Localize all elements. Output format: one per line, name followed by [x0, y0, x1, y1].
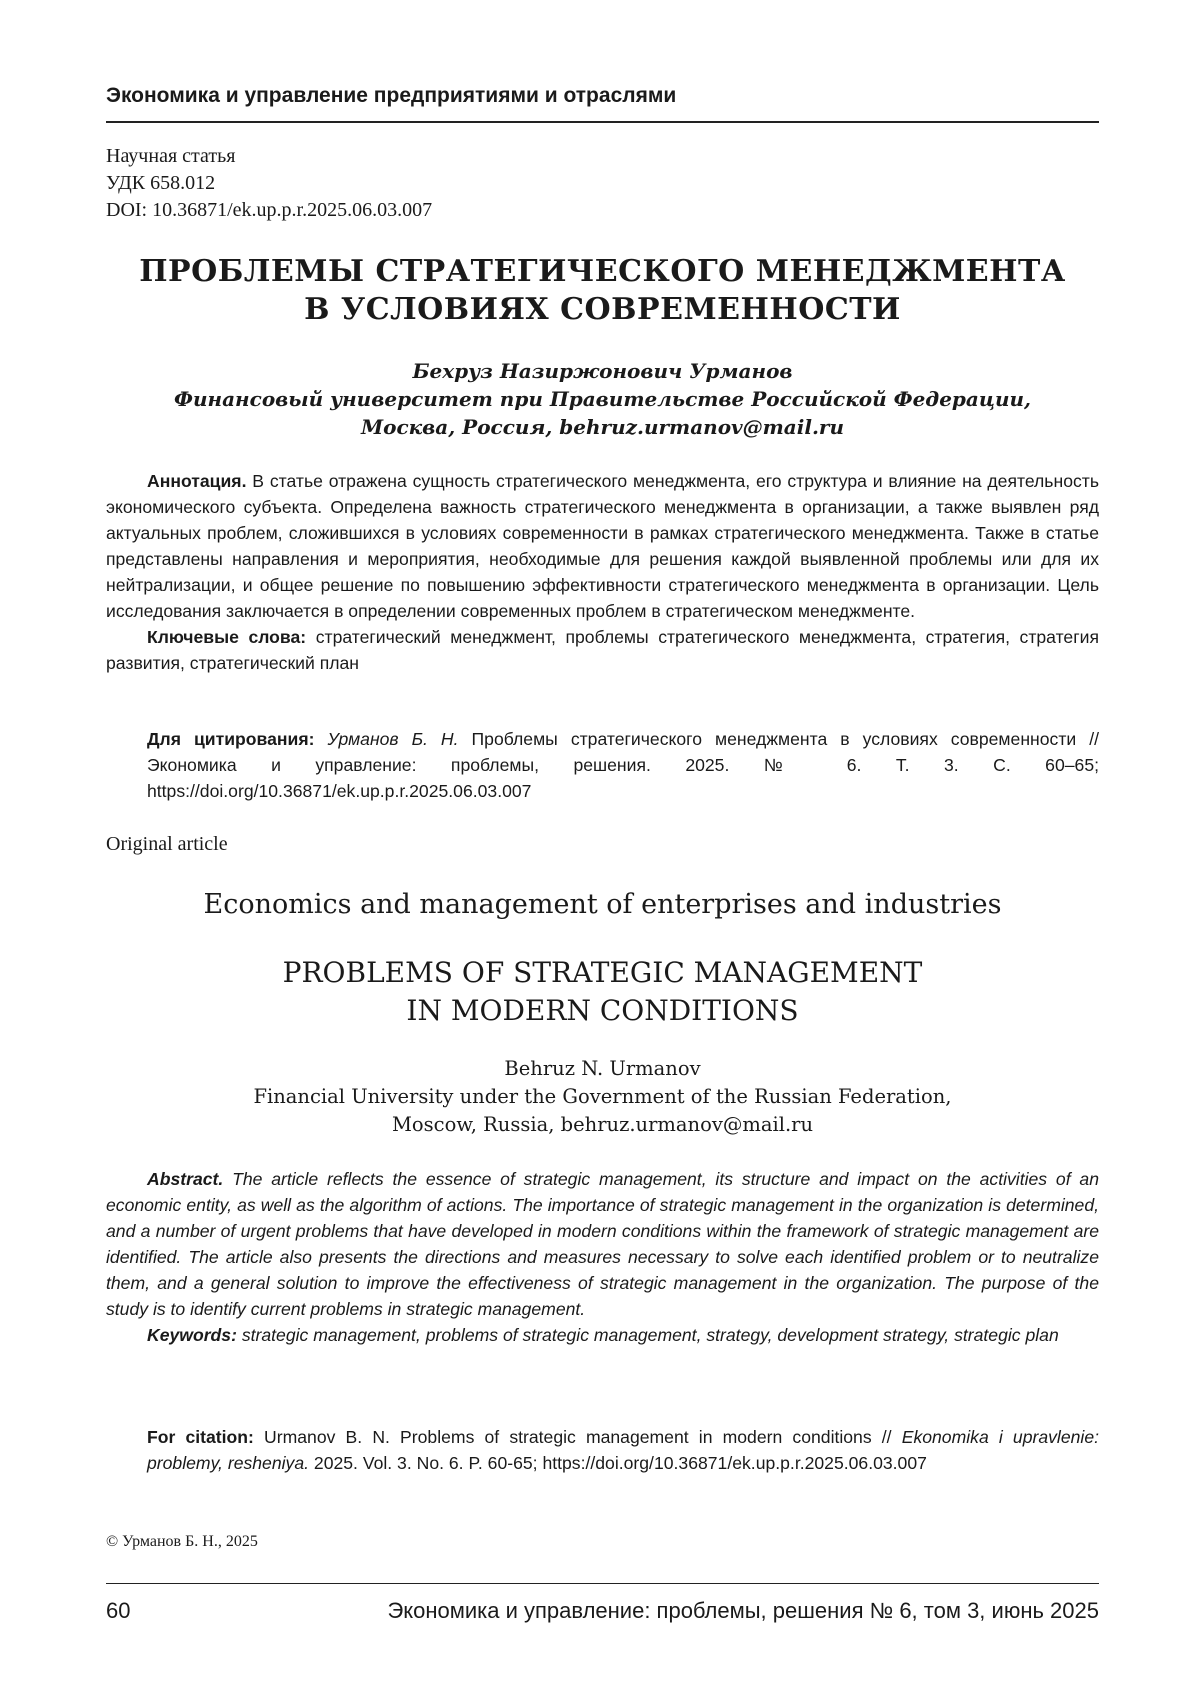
page-number: 60: [106, 1598, 131, 1623]
en-citation: [106, 1424, 1099, 1476]
ru-title: [106, 253, 1099, 329]
copyright: © Урманов Б. Н., 2025: [106, 1533, 258, 1550]
ru-title-line-2: В УСЛОВИЯХ СОВРЕМЕННОСТИ: [304, 292, 901, 327]
article-meta: [106, 143, 432, 224]
en-abstract-block: [106, 1166, 1099, 1348]
en-author-block: [106, 1055, 1099, 1139]
en-author-name: Behruz N. Urmanov: [504, 1057, 701, 1080]
running-head: Экономика и управление предприятиями и отраслями: [106, 84, 677, 107]
footer-rule: [106, 1583, 1099, 1584]
en-title: [106, 954, 1099, 1030]
ru-author-block: [106, 357, 1099, 441]
udc-code: УДК 658.012: [106, 172, 216, 194]
ru-keywords: [106, 624, 1099, 676]
en-abstract-text: The article reflects the essence of strategic management, its structure and impact on the activities of an economic entity, as well as the algorithm of actions. The importance of strategic management in the organization is determined, and a number of urgent problems that have developed in modern conditions within the framework of strategic management are identified. The article also presents the directions and measures necessary to solve each identified problem or to neutralize them, and a general solution to improve the effectiveness of strategic management in the organization. The purpose of the study is to identify current problems in strategic management.: [106, 1169, 1099, 1319]
en-rubric: Economics and management of enterprises and industries: [203, 889, 1002, 920]
ru-author-name: Бехруз Назиржонович Урманов: [412, 359, 793, 383]
en-citation-label: For citation:: [147, 1427, 254, 1447]
en-abstract-label: Abstract.: [147, 1169, 224, 1189]
en-title-line-1: PROBLEMS OF STRATEGIC MANAGEMENT: [282, 956, 923, 989]
ru-citation-author: Урманов Б. Н.: [314, 729, 459, 749]
en-citation-text-2: 2025. Vol. 3. No. 6. P. 60-65; https://doi.org/10.36871/ek.up.p.r.2025.06.03.007: [309, 1453, 927, 1473]
ru-location-email: Москва, Россия, behruz.urmanov@mail.ru: [360, 415, 845, 439]
en-title-line-2: IN MODERN CONDITIONS: [406, 994, 799, 1027]
en-abstract: [106, 1166, 1099, 1322]
en-keywords-text: strategic management, problems of strategic management, strategy, development strategy, strategic plan: [236, 1325, 1059, 1345]
ru-citation: [106, 726, 1099, 804]
ru-keywords-text: стратегический менеджмент, проблемы стратегического менеджмента, стратегия, стратегия развития, стратегический план: [106, 627, 1099, 673]
ru-annotation: [106, 468, 1099, 624]
ru-citation-label: Для цитирования:: [147, 729, 315, 749]
ru-keywords-label: Ключевые слова:: [147, 627, 307, 647]
ru-annotation-block: [106, 468, 1099, 676]
en-citation-journal: Ekonomika i upravlenie: problemy, resheniya.: [147, 1427, 1099, 1473]
doi: DOI: 10.36871/ek.up.p.r.2025.06.03.007: [106, 199, 433, 221]
ru-affiliation: Финансовый университет при Правительстве Российской Федерации,: [174, 387, 1031, 411]
ru-annotation-text: В статье отражена сущность стратегического менеджмента, его структура и влияние на деятельность экономического субъекта. Определена важность стратегического менеджмента в организации, а также выявлен ряд актуальных проблем, сложившихся в условиях современности в рамках стратегического менеджмента. Также в статье представлены направления и мероприятия, необходимые для решения каждой выявленной проблемы или для их нейтрализации, и общее решение по повышению эффективности стратегического менеджмента в организации. Цель исследования заключается в определении современных проблем в стратегическом менеджменте.: [106, 471, 1099, 621]
ru-title-line-1: ПРОБЛЕМЫ СТРАТЕГИЧЕСКОГО МЕНЕДЖМЕНТА: [139, 254, 1066, 289]
en-article-type: Original article: [106, 833, 228, 855]
journal-footer: Экономика и управление: проблемы, решения № 6, том 3, июнь 2025: [387, 1598, 1099, 1623]
article-type: Научная статья: [106, 145, 236, 167]
ru-citation-text: Проблемы стратегического менеджмента в условиях современности // Экономика и управление: проблемы, решения. 2025. № 6. Т. 3. С. 60–65; https://doi.org/10.36871/ek.up.p.r.2025.06.03.007: [147, 729, 1099, 801]
en-keywords: [106, 1322, 1099, 1348]
en-citation-text-1: Urmanov B. N. Problems of strategic management in modern conditions //: [253, 1427, 902, 1447]
en-affiliation: Financial University under the Government of the Russian Federation,: [253, 1085, 952, 1108]
en-location-email: Moscow, Russia, behruz.urmanov@mail.ru: [391, 1113, 814, 1136]
en-keywords-label: Keywords:: [147, 1325, 237, 1345]
ru-annotation-label: Аннотация.: [147, 471, 247, 491]
header-rule: [106, 121, 1099, 123]
